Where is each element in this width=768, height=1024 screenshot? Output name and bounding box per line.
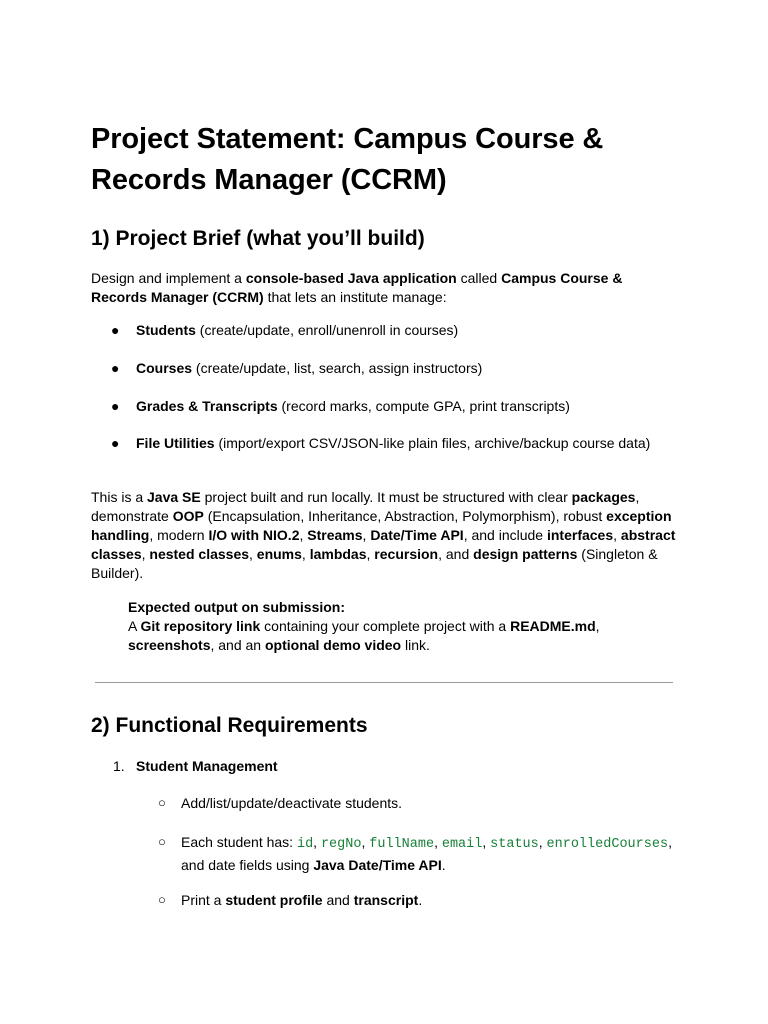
sub-item-text: Each student has: id, regNo, fullName, email, status, enrolledCourses, and date fields using Java Date/Time API. (181, 834, 672, 873)
expected-output-text: A Git repository link containing your complete project with a README.md, screenshots, and an optional demo video link. (128, 618, 600, 653)
horizontal-divider (95, 682, 673, 683)
list-number: 1. (113, 758, 125, 774)
code-status: status (490, 837, 539, 852)
code-regno: regNo (320, 837, 362, 852)
section-1-heading: 1) Project Brief (what you’ll build) (91, 227, 425, 250)
bullet-icon: ● (111, 360, 120, 376)
numbered-item-label: Student Management (136, 758, 278, 774)
hollow-bullet-icon: ○ (158, 892, 166, 907)
sub-item-text: Print a student profile and transcript. (181, 892, 423, 908)
overview-paragraph: This is a Java SE project built and run locally. It must be structured with clear packages, demonstrate OOP (Encapsulation, Inheritance, Abstraction, Polymorphism), robust exception handling, modern I/O with NIO.2, Streams, Date/Time API, and include interfaces, abstract classes, nested classes, enums, lambdas, recursion, and design patterns (Singleton & Builder). (91, 489, 676, 581)
code-fullname: fullName (369, 837, 435, 852)
intro-paragraph: Design and implement a console-based Java application called Campus Course & Records Manager (CCRM) that lets an institute manage: (91, 270, 623, 305)
code-email: email (441, 837, 483, 852)
bullet-icon: ● (111, 322, 120, 338)
hollow-bullet-icon: ○ (158, 834, 166, 849)
bullet-text: File Utilities (import/export CSV/JSON-like plain files, archive/backup course data) (136, 435, 651, 451)
bullet-text: Courses (create/update, list, search, assign instructors) (136, 360, 483, 376)
expected-output-label: Expected output on submission: (128, 599, 346, 615)
bullet-text: Students (create/update, enroll/unenroll in courses) (136, 322, 459, 338)
expected-output-block (128, 598, 668, 655)
code-id: id (296, 837, 314, 852)
bullet-icon: ● (111, 398, 120, 414)
bullet-text: Grades & Transcripts (record marks, compute GPA, print transcripts) (136, 398, 570, 414)
document-title: Project Statement: Campus Course & Records Manager (CCRM) (91, 123, 604, 196)
sub-item-text: Add/list/update/deactivate students. (181, 795, 403, 811)
section-2-heading: 2) Functional Requirements (91, 714, 368, 737)
bullet-icon: ● (111, 435, 120, 451)
code-enrolledcourses: enrolledCourses (546, 837, 669, 852)
hollow-bullet-icon: ○ (158, 795, 166, 810)
